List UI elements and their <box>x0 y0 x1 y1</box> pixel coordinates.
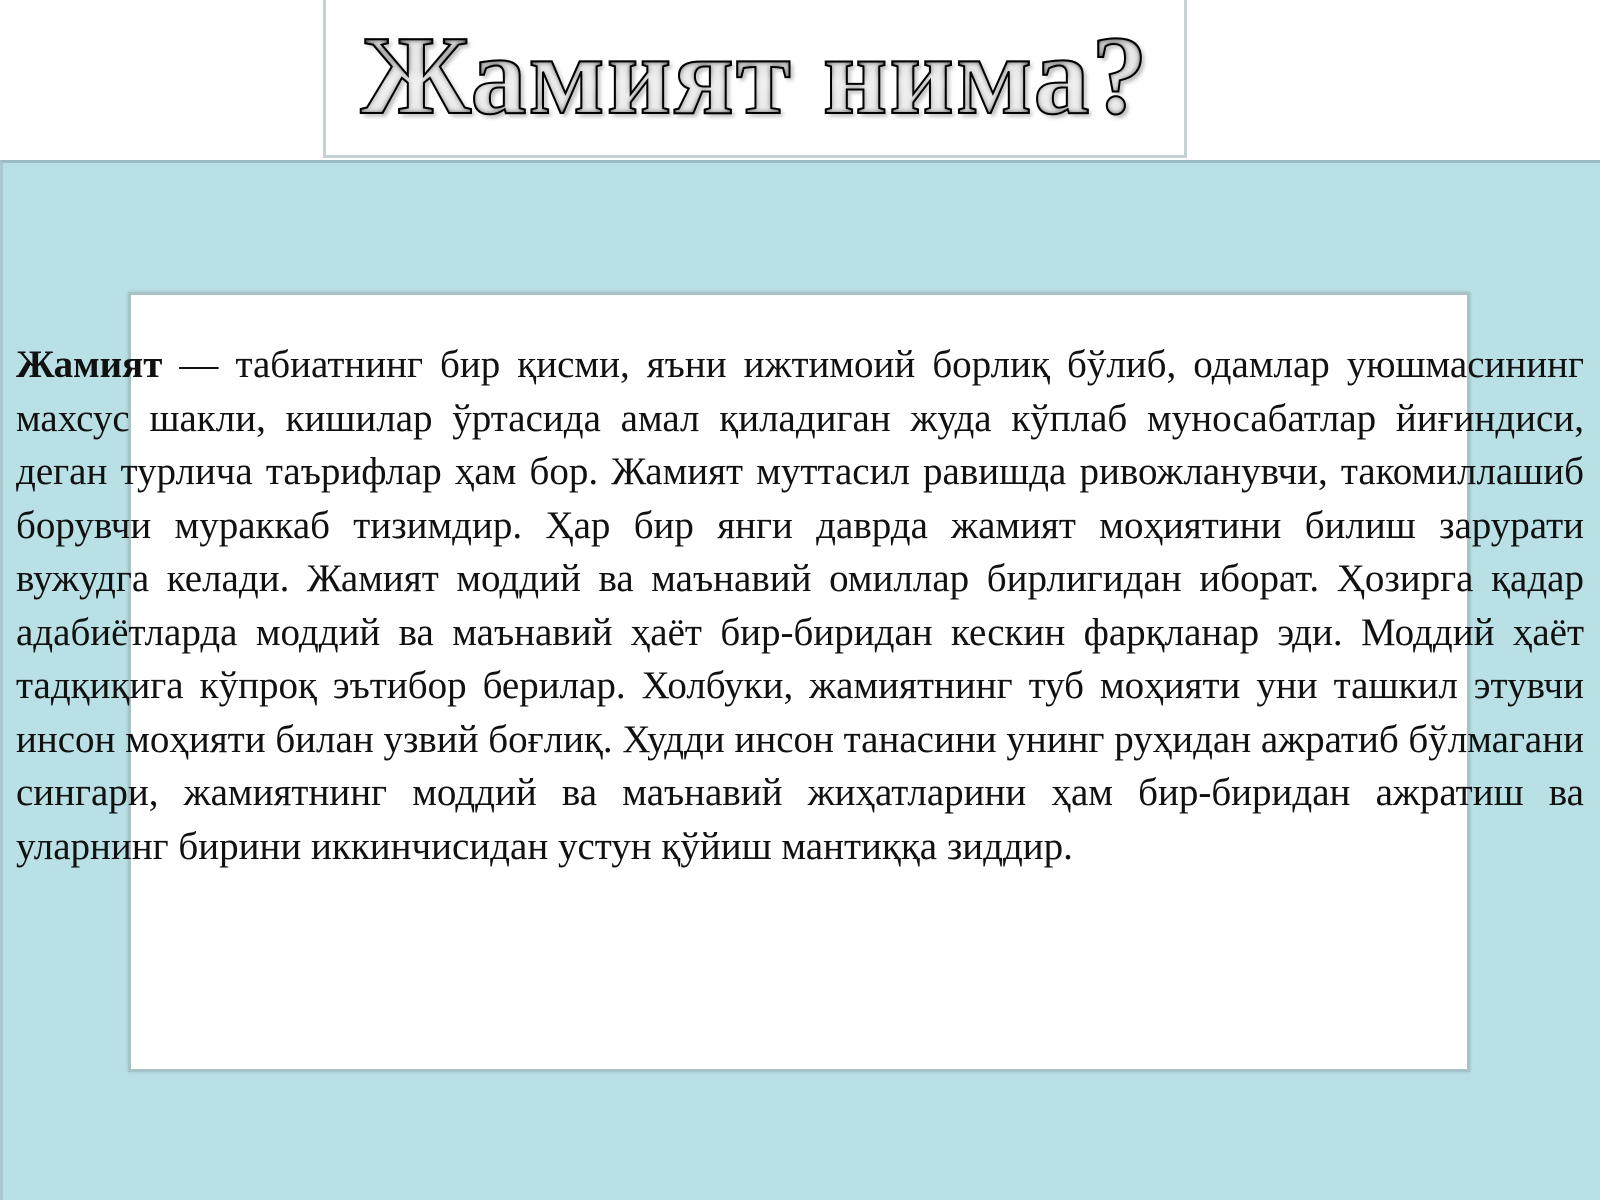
defined-term: Жамият <box>16 343 163 386</box>
slide-title: Жамият нима? <box>360 13 1150 138</box>
title-box <box>323 0 1187 158</box>
definition-paragraph <box>16 338 1584 873</box>
definition-text: — табиатнинг бир қисми, яъни ижтимоий борлиқ бўлиб, одамлар уюшмасининг махсус шакли, кишилар ўртасида амал қиладиган жуда кўплаб муносабатлар йиғиндиси, деган турлича таърифлар ҳам бор. Жамият муттасил равишда ривожланувчи, такомиллашиб борувчи мураккаб тизимдир. Ҳар бир янги даврда жамият моҳиятини билиш зарурати вужудга келади. Жамият моддий ва маънавий омиллар бирлигидан иборат. Ҳозирга қадар адабиётларда моддий ва маънавий ҳаёт бир-биридан кескин фарқланар эди. Моддий ҳаёт тадқиқига кўпроқ эътибор берилар. Холбуки, жамиятнинг туб моҳияти уни ташкил этувчи инсон моҳияти билан узвий боғлиқ. Худди инсон танасини унинг руҳидан ажратиб бўлмагани сингари, жамиятнинг моддий ва маънавий жиҳатларини ҳам бир-биридан ажратиш ва уларнинг бирини иккинчисидан устун қўйиш мантиққа зиддир. <box>16 343 1584 868</box>
